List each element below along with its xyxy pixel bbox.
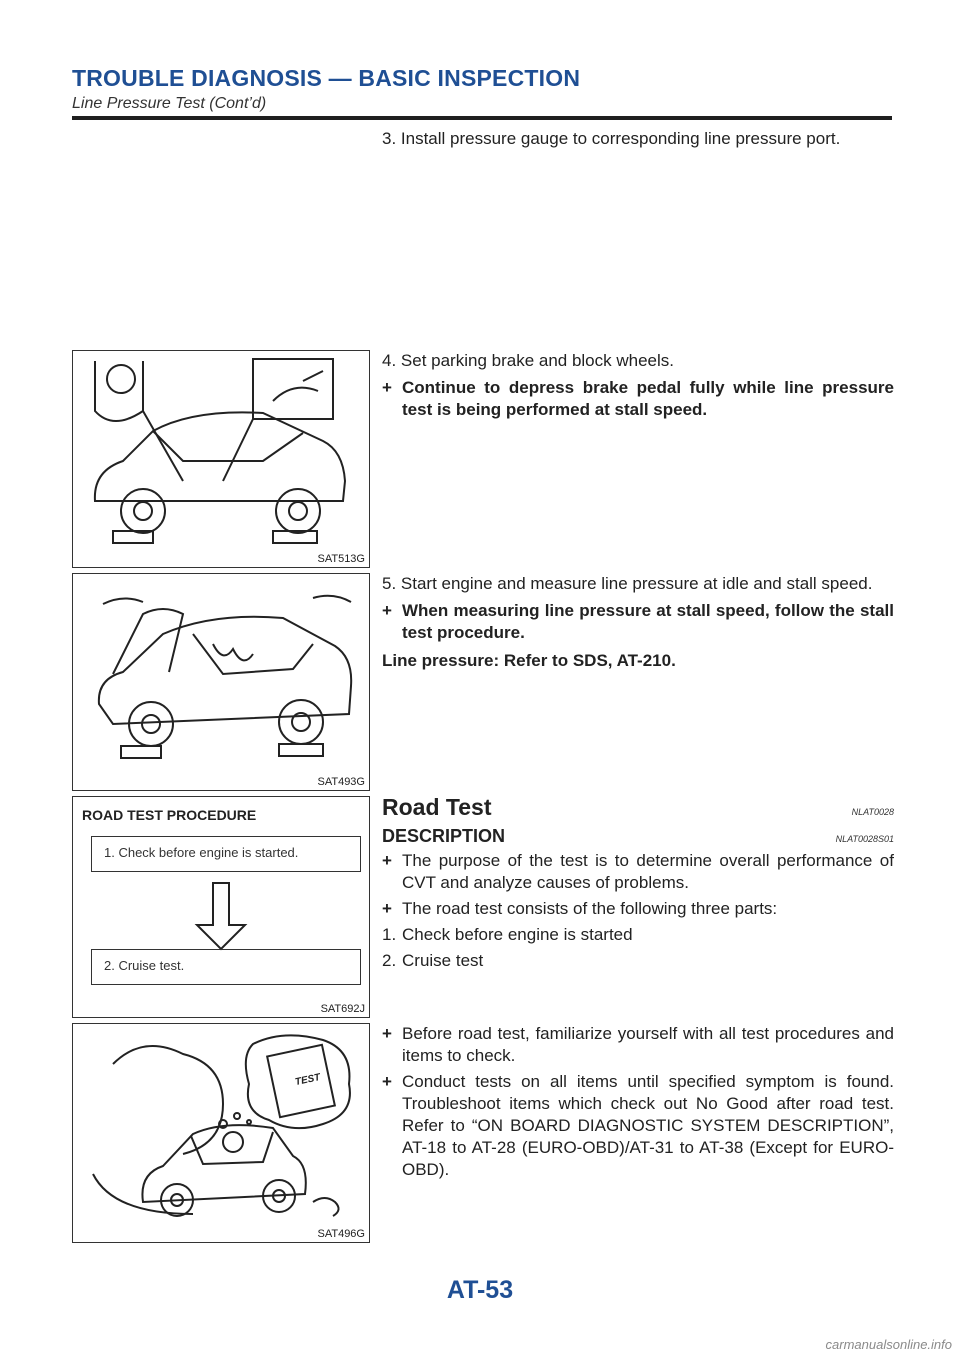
figure-caption: SAT692J [320, 1003, 365, 1015]
driving-car-illustration [73, 1024, 369, 1242]
hood-open-car-illustration [73, 574, 369, 790]
road-test-part-1 [382, 924, 894, 946]
procedure-box-1: 1. Check before engine is started. [91, 836, 361, 872]
bullet-mark: + [382, 378, 392, 397]
road-test-section [382, 796, 894, 972]
figure-caption: SAT493G [317, 776, 365, 788]
bullet-text: Before road test, familiarize yourself with all test procedures and items to check. [402, 1024, 894, 1065]
step-3 [382, 128, 894, 155]
bullet-text: Continue to depress brake pedal fully while line pressure test is being performed at stall speed. [402, 378, 894, 419]
road-test-title: Road Test [382, 794, 492, 820]
notes-bullet-1 [382, 1023, 894, 1067]
figure-sat493g [72, 573, 370, 791]
bullet-mark: + [382, 899, 392, 918]
step-4-bullet [382, 377, 894, 421]
description-heading [382, 825, 894, 850]
part-text: Check before engine is started [402, 925, 633, 944]
part-number: 1. [382, 925, 397, 944]
road-test-heading [382, 796, 894, 823]
site-watermark: carmanualsonline.info [825, 1337, 952, 1352]
road-test-bullet-2 [382, 898, 894, 920]
step-4 [382, 350, 894, 425]
clipboard-label: TEST [294, 1072, 322, 1089]
part-text: Cruise test [402, 951, 484, 970]
bullet-text: Conduct tests on all items until specified symptom is found. Troubleshoot items which check out No Good after road test. Refer to “ON BOARD DIAGNOSTIC SYSTEM DESCRIPTION”, AT-18 to AT-28 (EURO-OBD)/AT-31 to AT-38 (Except for EURO-OBD). [402, 1072, 894, 1179]
bullet-text: The road test consists of the following three parts: [402, 899, 778, 918]
bullet-text: When measuring line pressure at stall speed, follow the stall test procedure. [402, 601, 894, 642]
figure-caption: SAT513G [317, 553, 365, 565]
road-test-code: NLAT0028 [851, 807, 894, 817]
step-5-text: 5. Start engine and measure line pressure at idle and stall speed. [382, 574, 873, 593]
page-title: TROUBLE DIAGNOSIS — BASIC INSPECTION [72, 65, 581, 91]
step-5 [382, 573, 894, 677]
road-test-notes [382, 1023, 894, 1185]
step-4-text: 4. Set parking brake and block wheels. [382, 351, 675, 370]
road-test-procedure-title: ROAD TEST PROCEDURE [82, 807, 257, 823]
bullet-mark: + [382, 851, 392, 870]
line-pressure-ref: Line pressure: Refer to SDS, AT-210. [382, 651, 676, 670]
procedure-box-2: 2. Cruise test. [91, 949, 361, 985]
header-rule [72, 116, 892, 120]
road-test-part-2 [382, 950, 894, 972]
road-test-bullet-1 [382, 850, 894, 894]
description-title: DESCRIPTION [382, 826, 506, 846]
figure-sat513g [72, 350, 370, 568]
page-subtitle: Line Pressure Test (Cont’d) [72, 95, 267, 112]
notes-bullet-2 [382, 1071, 894, 1181]
bullet-mark: + [382, 1072, 392, 1091]
figure-sat692j [72, 796, 370, 1018]
figure-caption: SAT496G [317, 1228, 365, 1240]
bullet-text: The purpose of the test is to determine overall performance of CVT and analyze causes of problems. [402, 851, 894, 892]
page-number: AT-53 [446, 1276, 514, 1304]
step-3-text: 3. Install pressure gauge to corresponding line pressure port. [382, 129, 841, 148]
parked-car-illustration [73, 351, 369, 567]
part-number: 2. [382, 951, 397, 970]
figure-sat496g [72, 1023, 370, 1243]
bullet-mark: + [382, 1024, 392, 1043]
page-header [72, 64, 892, 113]
description-code: NLAT0028S01 [835, 834, 894, 844]
bullet-mark: + [382, 601, 392, 620]
step-5-bullet [382, 600, 894, 644]
